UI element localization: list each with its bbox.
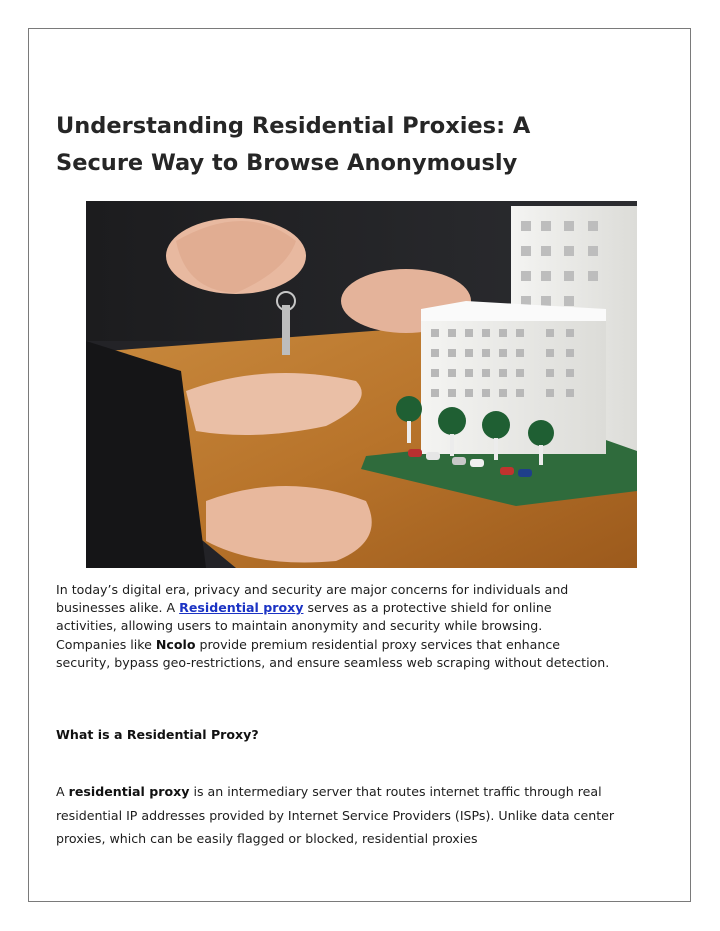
section-paragraph: A residential proxy is an intermediary server that routes internet traffic through real residential IP addresses provided by Internet Service Providers (ISPs). Unlike data center proxies, which can be easily flagged or blocked, residential proxies [56,784,615,846]
intro-paragraph: In today’s digital era, privacy and security are major concerns for individuals and businesses alike. A Residential proxy serves as a protective shield for online activities, allowing users to maintain anonymity and security while browsing. Companies like Ncolo provide premium residential proxy services that enhance security, bypass geo-restrictions, and ensure seamless web scraping without detection. [56,582,610,670]
term-residential-proxy: residential proxy [68,784,190,799]
brand-name: Ncolo [155,636,196,652]
section-heading: What is a Residential Proxy? [56,727,259,742]
article-title: Understanding Residential Proxies: A Secure Way to Browse Anonymously [56,113,531,176]
hero-image [86,201,637,568]
residential-proxy-link[interactable]: Residential proxy [179,600,304,616]
